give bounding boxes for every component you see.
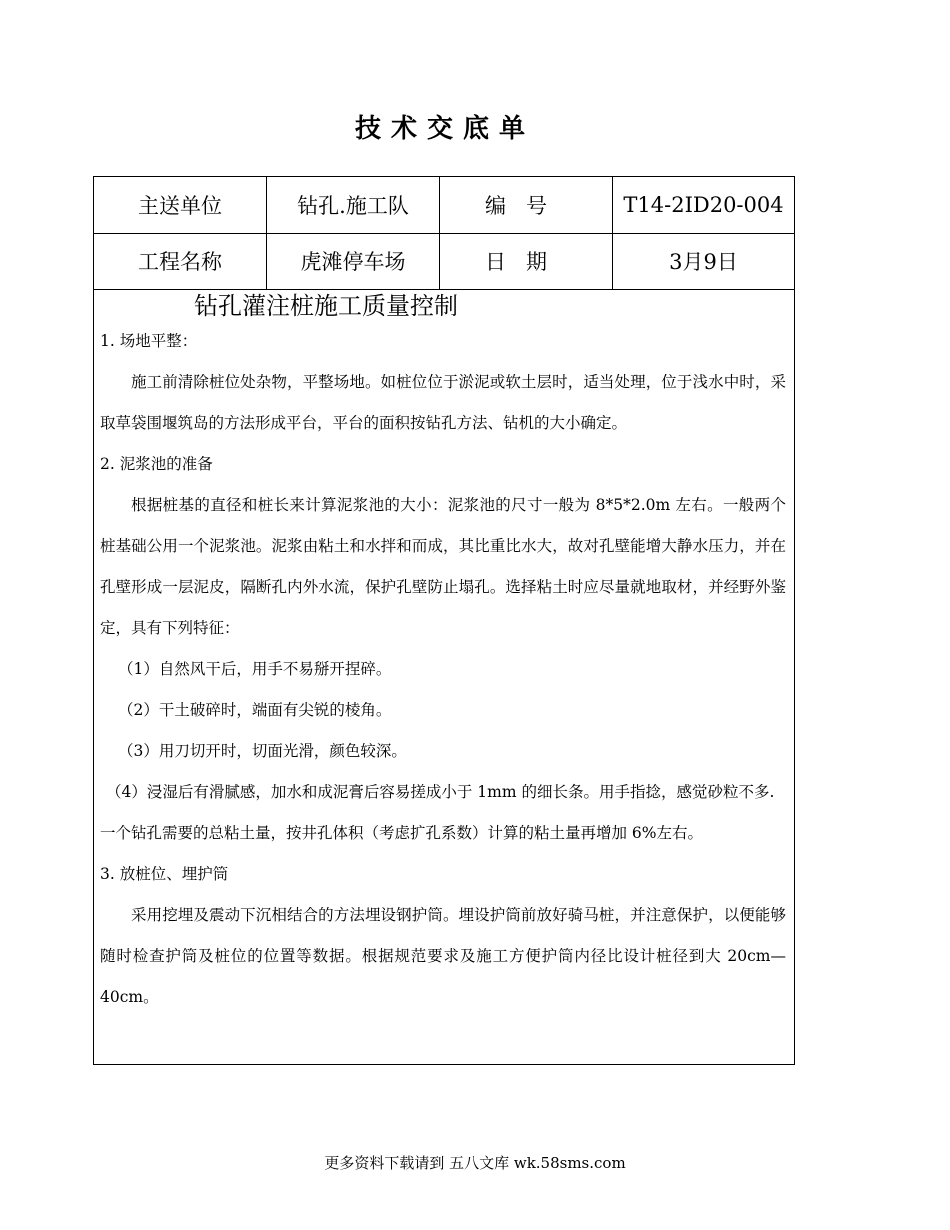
project-label: 工程名称 (94, 233, 267, 289)
date-value: 3月9日 (669, 250, 738, 274)
project-value: 虎滩停车场 (267, 233, 440, 289)
section-3-title: 3. 放桩位、埋护筒 (100, 865, 229, 883)
content-heading: 钻孔灌注桩施工质量控制 (194, 292, 458, 320)
content-body (94, 289, 794, 1064)
section-1-title: 1. 场地平整： (100, 332, 198, 350)
list-item-2: （2）干土破碎时，端面有尖锐的棱角。 (118, 701, 392, 719)
list-item-1: （1）自然风干后，用手不易掰开捏碎。 (118, 660, 392, 678)
footer-note: 更多资料下载请到 五八文库 wk.58sms.com (324, 1154, 626, 1172)
sender-value: 钻孔.施工队 (267, 177, 440, 233)
header-row-2 (94, 233, 794, 290)
header-row-1 (94, 177, 794, 234)
list-item-3: （3）用刀切开时，切面光滑，颜色较深。 (118, 742, 407, 760)
date-label: 日期 (440, 233, 613, 289)
document-title: 技术交底单 (354, 114, 535, 144)
section-1-text: 施工前清除桩位处杂物，平整场地。如桩位位于淤泥或软土层时，适当处理，位于浅水中时，采取草袋围堰筑岛的方法形成平台，平台的面积按钻孔方法、钻机的大小确定。 (100, 373, 786, 432)
section-3-text: 采用挖埋及震动下沉相结合的方法埋设钢护筒。埋设护筒前放好骑马桩，并注意保护，以便能够随时检查护筒及桩位的位置等数据。根据规范要求及施工方便护筒内径比设计桩径到大 20cm—40cm。 (100, 906, 786, 1006)
sender-label: 主送单位 (94, 177, 267, 233)
section-2-tail: 一个钻孔需要的总粘土量，按井孔体积（考虑扩孔系数）计算的粘土量再增加 6%左右。 (100, 824, 704, 842)
disclosure-form (93, 176, 795, 1065)
number-value: T14-2ID20-004 (623, 193, 784, 217)
section-2-text: 根据桩基的直径和桩长来计算泥浆池的大小：泥浆池的尺寸一般为 8*5*2.0m 左右。一般两个桩基础公用一个泥浆池。泥浆由粘土和水拌和而成，其比重比水大，故对孔壁能增大静水压力，并在孔壁形成一层泥皮，隔断孔内外水流，保护孔壁防止塌孔。选择粘土时应尽量就地取材，并经野外鉴定，具有下列特征： (100, 496, 786, 637)
section-2-title: 2. 泥浆池的准备 (100, 455, 213, 473)
number-label: 编号 (440, 177, 613, 233)
list-item-4: （4）浸湿后有滑腻感，加水和成泥膏后容易搓成小于 1mm 的细长条。用手指捻，感觉砂粒不多. (106, 783, 775, 801)
